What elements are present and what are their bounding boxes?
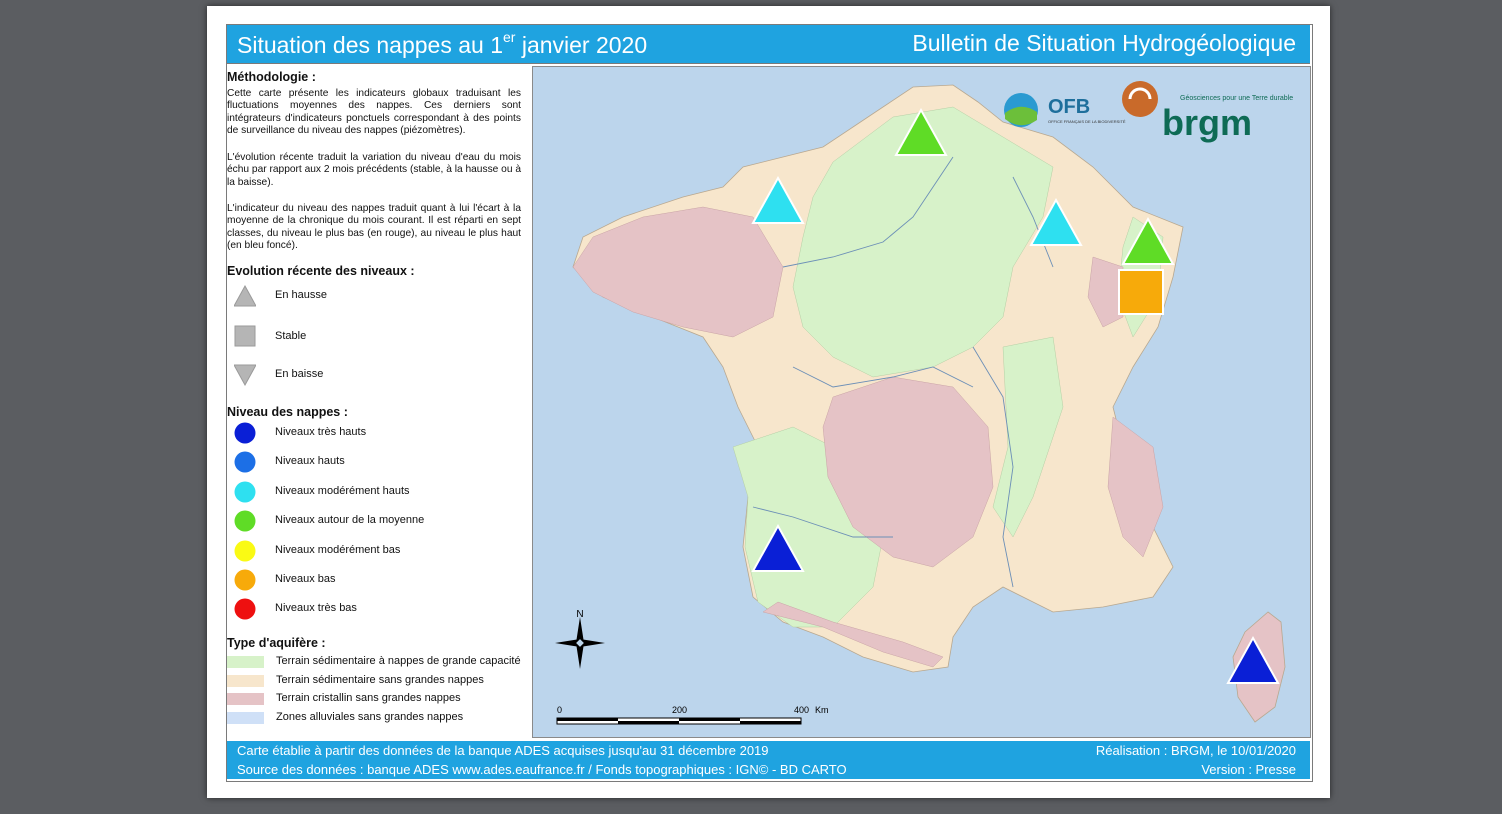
- svg-text:200: 200: [672, 705, 688, 715]
- methodology-text-1: Cette carte présente les indicateurs globaux traduisant les fluctuations moyennes des nappes. Ces derniers sont intégrateurs d'indicateurs ponctuels correspondant à des points de surveillance du niveau des nappes (piézomètres).: [227, 88, 521, 136]
- legend-level-row: Niveaux modérément bas: [226, 540, 522, 562]
- france-map: [533, 67, 1310, 737]
- svg-text:OFB: OFB: [1048, 96, 1091, 118]
- legend-level-row: Niveaux autour de la moyenne: [226, 510, 522, 532]
- map-view[interactable]: [532, 66, 1311, 738]
- legend-trend-stable: Stable: [226, 325, 522, 347]
- levels-heading: Niveau des nappes :: [227, 405, 348, 419]
- methodology-heading: Méthodologie :: [227, 70, 316, 84]
- footer-version: Version : Presse: [1201, 762, 1296, 777]
- level-dot-icon: [234, 598, 256, 620]
- level-dot-icon: [234, 540, 256, 562]
- legend-trend-down: En baisse: [226, 364, 522, 386]
- svg-text:brgm: brgm: [1162, 102, 1252, 143]
- legend-level-row: Niveaux modérément hauts: [226, 481, 522, 503]
- page-title: Situation des nappes au 1er janvier 2020: [237, 29, 648, 58]
- level-dot-icon: [234, 569, 256, 591]
- methodology-text-3: L'indicateur du niveau des nappes traduit quant à lui l'écart à la moyenne de la chronique du mois courant. Il est réparti en sept classes, du niveau le plus bas (en rouge), au niveau le plus haut (en bleu foncé).: [227, 203, 521, 251]
- svg-text:0: 0: [557, 705, 563, 715]
- legend-aquifer-row: Terrain sédimentaire sans grandes nappes: [227, 674, 523, 688]
- brgm-logo: [1122, 81, 1293, 143]
- footer-source-data: Source des données : banque ADES www.ades.eaufrance.fr / Fonds topographiques : IGN© - BD CARTO: [237, 762, 847, 777]
- aquifer-swatch: [227, 656, 264, 668]
- level-dot-icon: [234, 422, 256, 444]
- legend-panel: [226, 66, 522, 736]
- footer-bar: [227, 741, 1310, 779]
- svg-text:Km: Km: [815, 705, 829, 715]
- legend-level-row: Niveaux très hauts: [226, 422, 522, 444]
- north-arrow: [555, 609, 605, 669]
- bulletin-title: Bulletin de Situation Hydrogéologique: [912, 30, 1296, 56]
- methodology-text-2: L'évolution récente traduit la variation du niveau d'eau du mois échu par rapport aux 2 mois précédents (stable, à la hausse ou à la baisse).: [227, 152, 521, 188]
- svg-text:400: 400: [794, 705, 810, 715]
- footer-author: Réalisation : BRGM, le 10/01/2020: [1095, 743, 1296, 758]
- aquifer-swatch: [227, 693, 264, 705]
- north-label: N: [576, 609, 584, 620]
- legend-aquifer-row: Terrain sédimentaire à nappes de grande capacité: [227, 655, 523, 669]
- aquifer-heading: Type d'aquifère :: [227, 636, 326, 650]
- square-icon: [234, 325, 256, 347]
- title-bar: [227, 25, 1310, 64]
- triangle-down-icon: [234, 364, 256, 386]
- legend-trend-up: En hausse: [226, 285, 522, 307]
- svg-text:OFFICE FRANÇAIS DE LA BIODIVER: OFFICE FRANÇAIS DE LA BIODIVERSITÉ: [1048, 119, 1126, 124]
- legend-level-row: Niveaux hauts: [226, 451, 522, 473]
- triangle-up-icon: [234, 285, 256, 307]
- level-dot-icon: [234, 510, 256, 532]
- scale-bar: [557, 705, 829, 724]
- legend-level-row: Niveaux bas: [226, 569, 522, 591]
- indicator-marker-alsace-sud: [1119, 270, 1163, 314]
- legend-aquifer-row: Terrain cristallin sans grandes nappes: [227, 692, 523, 706]
- aquifer-swatch: [227, 712, 264, 724]
- ofb-logo: [1004, 93, 1126, 127]
- legend-level-row: Niveaux très bas: [226, 598, 522, 620]
- aquifer-swatch: [227, 675, 264, 687]
- svg-text:Géosciences pour une Terre dur: Géosciences pour une Terre durable: [1180, 95, 1294, 102]
- legend-aquifer-row: Zones alluviales sans grandes nappes: [227, 711, 523, 725]
- level-dot-icon: [234, 481, 256, 503]
- level-dot-icon: [234, 451, 256, 473]
- evolution-heading: Evolution récente des niveaux :: [227, 264, 415, 278]
- footer-source-date: Carte établie à partir des données de la banque ADES acquises jusqu'au 31 décembre 2019: [237, 743, 769, 758]
